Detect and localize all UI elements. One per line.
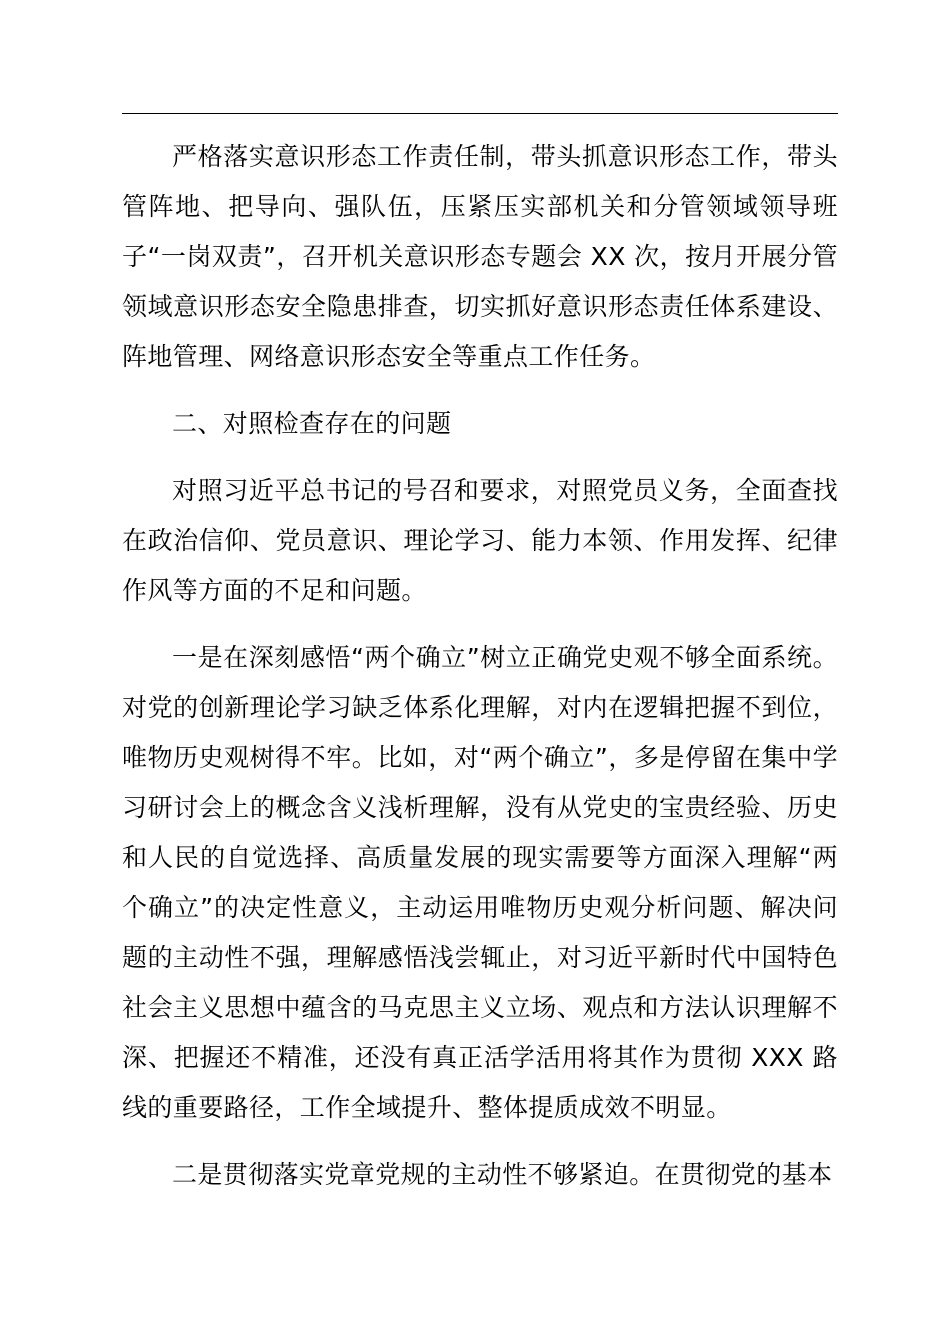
header-rule [122, 113, 838, 114]
paragraph-ideology-responsibility: 严格落实意识形态工作责任制，带头抓意识形态工作，带头管阵地、把导向、强队伍，压紧压实部机关和分管领域领导班子“一岗双责”，召开机关意识形态专题会 XX 次，按月开展分管领域意识形态安全隐患排查，切实抓好意识形态责任体系建设、阵地管理、网络意识形态安全等重点工作任务。 [122, 142, 838, 371]
section-heading-problems: 二、对照检查存在的问题 [172, 409, 452, 438]
paragraph-problem-one: 一是在深刻感悟“两个确立”树立正确党史观不够全面系统。对党的创新理论学习缺乏体系化理解，对内在逻辑把握不到位，唯物历史观树得不牢。比如，对“两个确立”，多是停留在集中学习研讨会上的概念含义浅析理解，没有从党史的宝贵经验、历史和人民的自觉选择、高质量发展的现实需要等方面深入理解“两个确立”的决定性意义，主动运用唯物历史观分析问题、解决问题的主动性不强，理解感悟浅尝辄止，对习近平新时代中国特色社会主义思想中蕴含的马克思主义立场、观点和方法认识理解不深、把握还不精准，还没有真正活学活用将其作为贯彻 XXX 路线的重要路径，工作全域提升、整体提质成效不明显。 [122, 643, 838, 1122]
paragraph-self-check: 对照习近平总书记的号召和要求，对照党员义务，全面查找在政治信仰、党员意识、理论学习、能力本领、作用发挥、纪律作风等方面的不足和问题。 [122, 476, 838, 605]
document-body [122, 132, 838, 1217]
paragraph-problem-two: 二是贯彻落实党章党规的主动性不够紧迫。在贯彻党的基本 [172, 1160, 833, 1189]
